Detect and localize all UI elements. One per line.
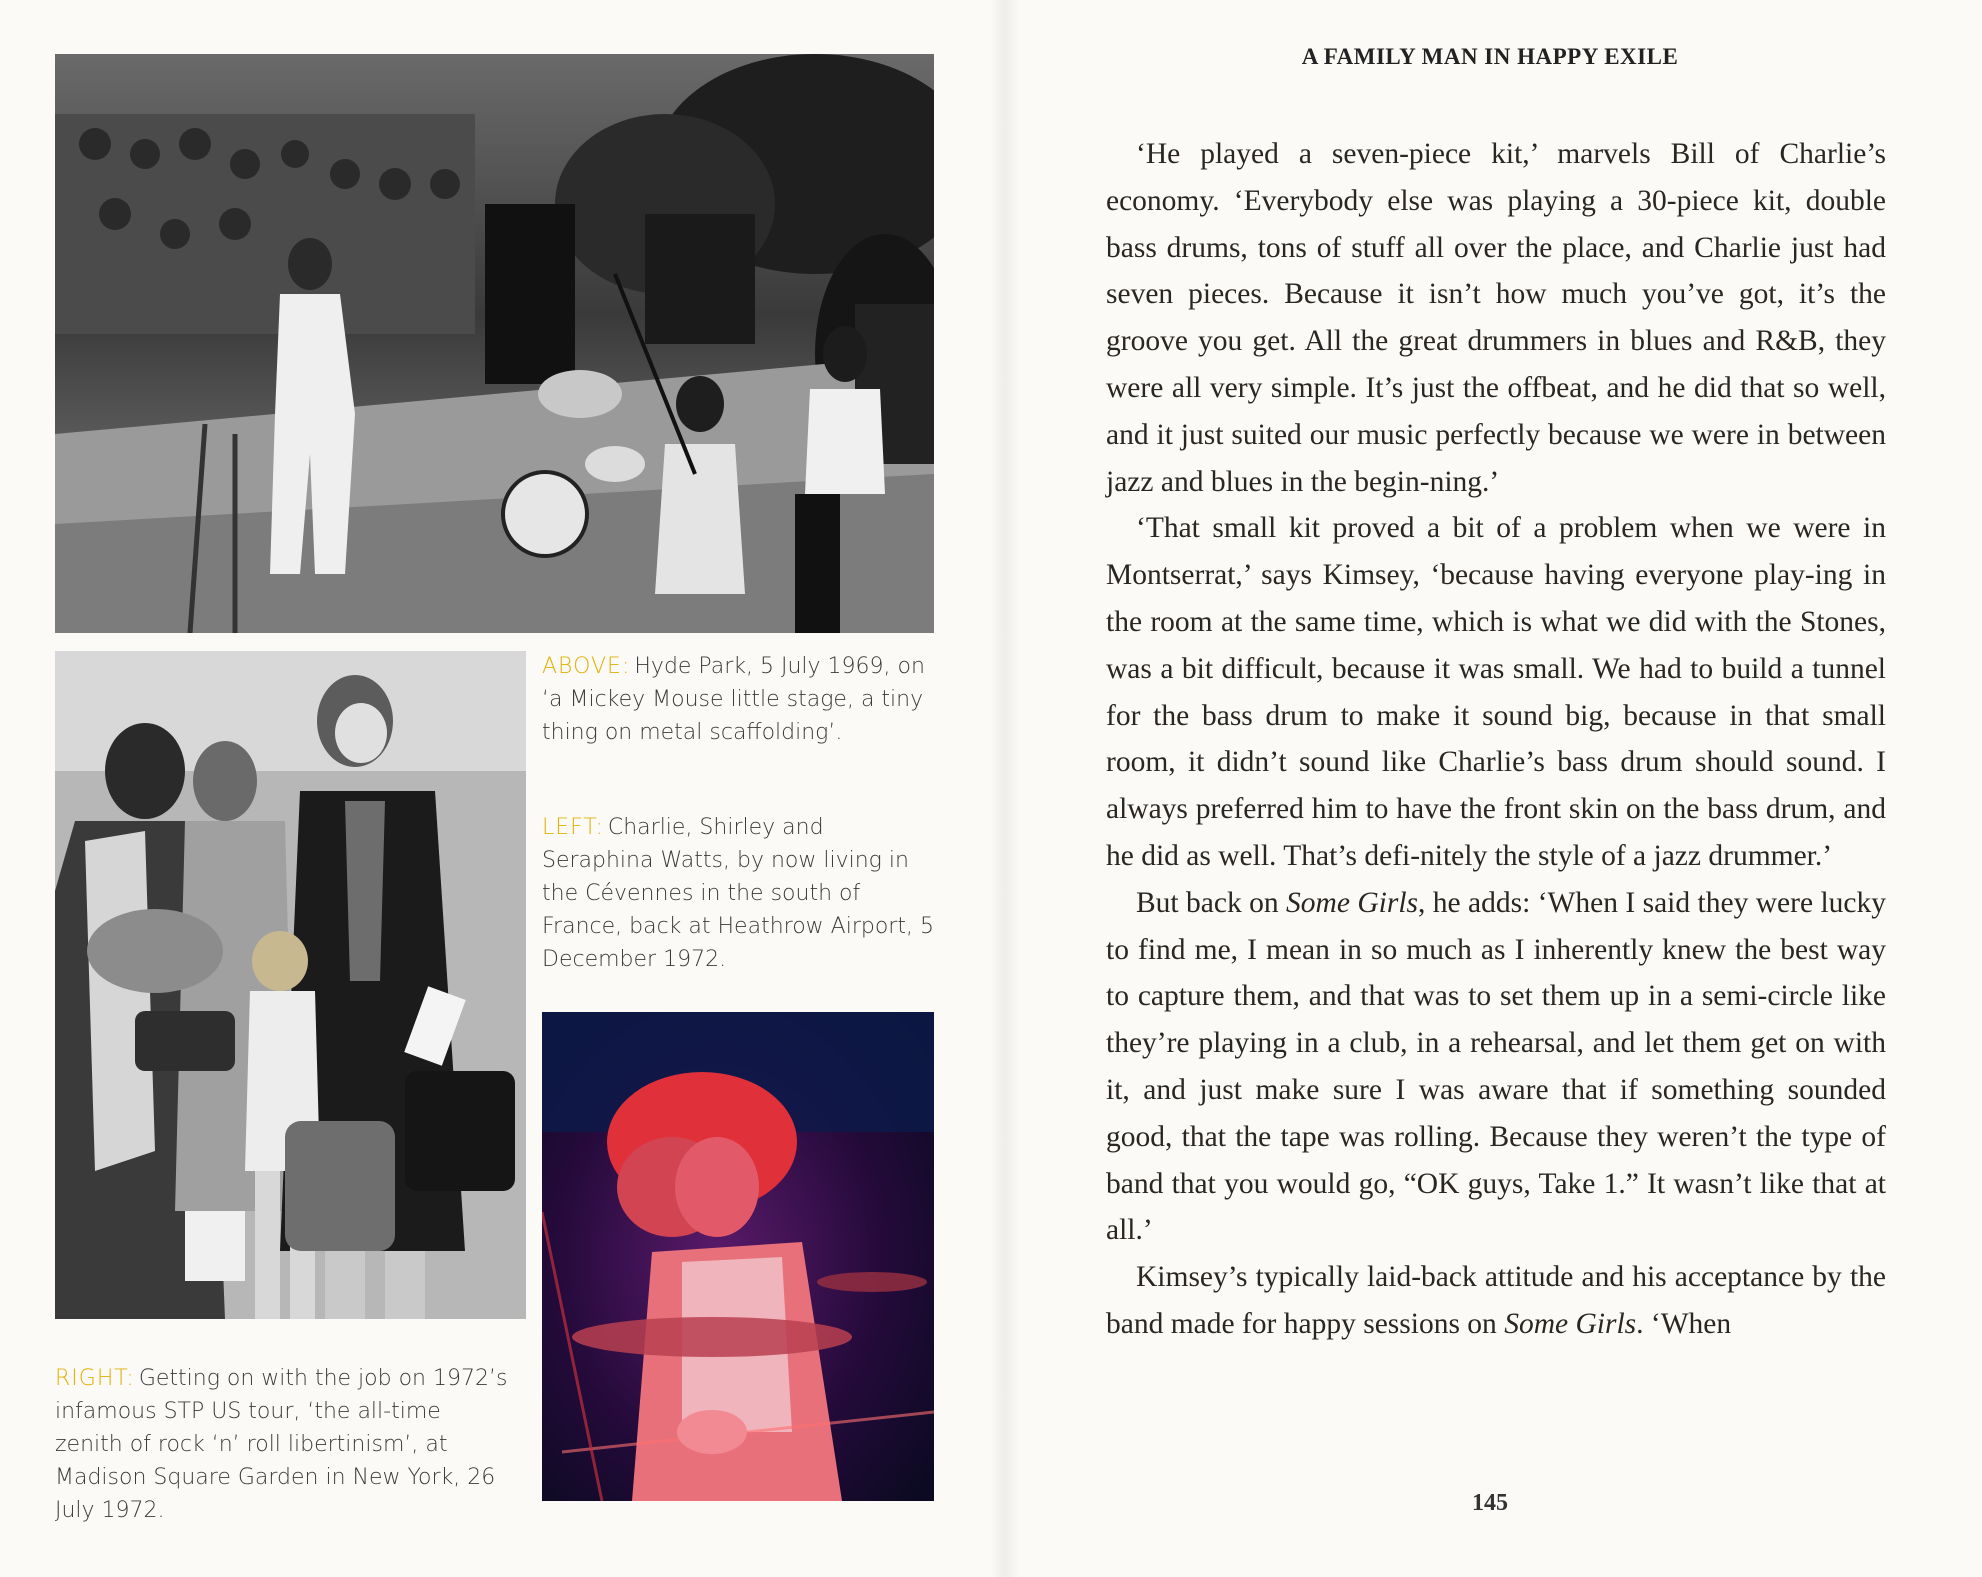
book-gutter [990, 0, 1020, 1577]
album-title-some-girls-2: Some Girls [1504, 1307, 1637, 1340]
paragraph-4 [1106, 1254, 1886, 1348]
page-number: 145 [1472, 1490, 1508, 1516]
photo-hyde-park-concert [55, 54, 934, 633]
paragraph-4-lead: Kimsey’s typically laid-back attitude and his acceptance by the band made for happy sessions on [1106, 1261, 1886, 1340]
body-text [1106, 131, 1886, 1348]
paragraph-2: ‘That small kit proved a bit of a problem when we were in Montserrat,’ says Kimsey, ‘because having everyone play-ing in the room at the same time, which is what we did with the Stones, was a bit difficult, because it was small. We had to build a tunnel for the bass drum to make it sound big, because in that small room, it didn’t sound like Charlie’s bass drum should sound. I always preferred him to have the front skin on the bass drum, and he did as well. That’s defi-nitely the style of a jazz drummer.’ [1106, 512, 1886, 872]
caption-text-above: Hyde Park, 5 July 1969, on ‘a Mickey Mouse little stage, a tiny thing on metal scaffolding’. [542, 654, 925, 745]
caption-text-right: Getting on with the job on 1972’s infamous STP US tour, ‘the all-time zenith of rock ‘n’ roll libertinism’, at Madison Square Garden in New York, 26 July 1972. [55, 1366, 508, 1523]
paragraph-3-rest: , he adds: ‘When I said they were lucky to find me, I mean in so much as I inherently knew the best way to capture them, and that was to set them up in a semi-circle like they’re playing in a club, in a rehearsal, and let them get on with it, and just make sure I was aware that if something sounded good, that the tape was rolling. Because they weren’t the type of band that you would go, “OK guys, Take 1.” It wasn’t like that at all.’ [1106, 886, 1886, 1247]
caption-label-right: RIGHT: [55, 1366, 135, 1391]
caption-label-left: LEFT: [542, 815, 604, 840]
paragraph-1: ‘He played a seven-piece kit,’ marvels Bill of Charlie’s economy. ‘Everybody else was playing a 30-piece kit, double bass drums, tons of stuff all over the place, and Charlie just had seven pieces. Because it isn’t how much you’ve got, it’s the groove you get. All the great drummers in blues and R&B, they were all very simple. It’s just the offbeat, and he did that so well, and it just suited our music perfectly because we were in between jazz and blues in the begin-ning.’ [1106, 138, 1886, 498]
photo-drummer-madison-square-garden [542, 1012, 934, 1501]
paragraph-3-lead: But back on [1136, 886, 1287, 919]
hyde-park-photo-graphic [55, 54, 934, 633]
photo-heathrow-airport [55, 651, 526, 1319]
album-title-some-girls: Some Girls [1286, 886, 1418, 919]
paragraph-4-rest: . ‘When [1636, 1307, 1732, 1340]
caption-right [55, 1362, 510, 1527]
caption-above [542, 650, 942, 749]
caption-left [542, 811, 942, 976]
caption-label-above: ABOVE: [542, 654, 631, 679]
airport-photo-graphic [55, 651, 526, 1319]
caption-text-left: Charlie, Shirley and Seraphina Watts, by now living in the Cévennes in the south of France, back at Heathrow Airport, 5 December 1972. [542, 815, 934, 972]
running-head: A FAMILY MAN IN HAPPY EXILE [1301, 44, 1679, 69]
drummer-photo-graphic [542, 1012, 934, 1501]
paragraph-3 [1106, 880, 1886, 1254]
